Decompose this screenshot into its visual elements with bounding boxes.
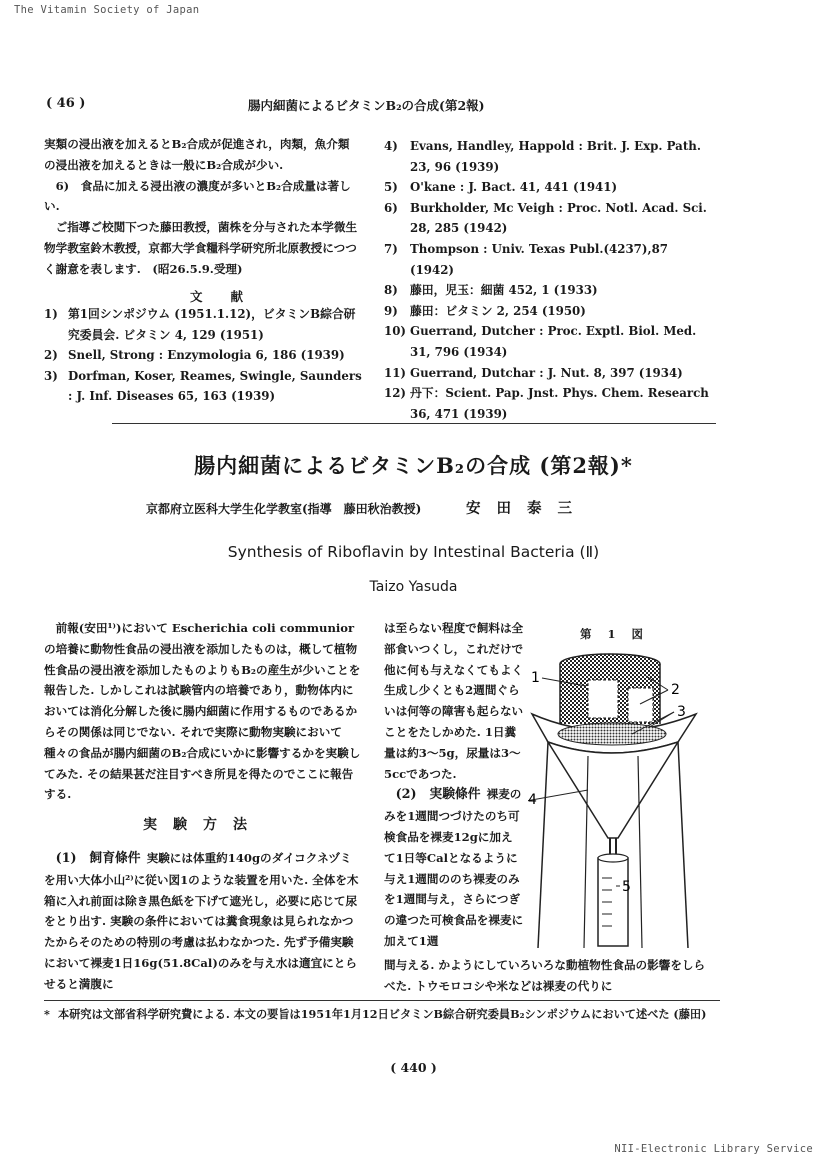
footnote-marker: * [44,1007,50,1021]
author-name-english: Taizo Yasuda [369,579,458,595]
apparatus-drawing [528,618,718,958]
reference-number: 9) [384,303,398,318]
page-number: ( 46 ) [46,96,86,111]
method-paragraph [44,848,362,995]
author-affiliation: 京都府立医科大学生化学教室(指導 藤田秋治教授) [146,502,422,516]
conclusion-paragraph: 6) 食品に加える浸出液の濃度が多いとB₂合成量は著しい. [44,178,351,214]
running-title: 腸内細菌によるビタミンB₂の合成(第2報) [248,98,485,113]
reference-number: 12) [384,386,406,401]
body-column-right [384,618,524,952]
reference-number: 10) [384,324,406,339]
reference-text: Snell, Strong : Enzymologia 6, 186 (1939) [68,348,345,363]
section-heading: 実験方法 [143,817,263,834]
figure-callout: 4 [528,792,537,808]
reference-item [384,321,714,362]
article-title-english: Synthesis of Riboflavin by Intestinal Bacteria (Ⅱ) [227,543,600,561]
continued-paragraph: は至らない程度で飼料は全部食いつくし，これだけで他に何も与えなくてもよく生成し少くとも2週間ぐらいは何等の障害も起らないことをたしかめた. 1日糞量は約3～5g，尿量は3～5ccであつた. [384,621,524,781]
reference-text: Burkholder, Mc Veigh : Proc. Notl. Acad. Sci. 28, 285 (1942) [410,200,707,236]
page-footer-number: ( 440 ) [390,1060,437,1075]
reference-number: 4) [384,139,398,153]
reference-number: 5) [384,180,398,195]
reference-number: 8) [384,283,398,298]
references-heading: 文献 [190,289,272,304]
reference-item [44,304,364,345]
subsection-heading: (2) 実験條件 [395,787,481,803]
reference-item [384,177,714,198]
method-paragraph [384,784,524,951]
reference-item [384,383,714,424]
acknowledgement-paragraph: ご指導ご校閲下つた藤田教授，菌株を分与された本学微生物学教室鈴木教授，京都大学食糧科学研究所北原教授につつく謝意を表します. (昭26.5.9.受理) [44,220,358,276]
reference-text: 第1回シンポジウム (1951.1.12)，ビタミンB綜合研究委員会. ビタミン 4, 129 (1951) [68,307,356,342]
site-footer: NII-Electronic Library Service [614,1143,813,1155]
reference-item [44,345,364,366]
article-divider [112,423,716,424]
reference-number: 7) [384,241,398,256]
reference-item [384,198,714,239]
footnote-text: 本研究は文部省科学研究費による. 本文の要旨は1951年1月12日ビタミンB綜合研究委員B₂シンポジウムにおいて述べた (藤田) [58,1007,707,1021]
reference-text: O'kane : J. Bact. 41, 441 (1941) [410,180,618,195]
reference-item [384,239,714,280]
figure-callout: 5 [622,879,631,895]
footnote-rule [44,1000,720,1001]
author-name-japanese: 安田泰三 [466,500,588,517]
reference-number: 3) [44,368,58,383]
conclusion-paragraph: 実類の浸出液を加えるとB₂合成が促進され，肉類，魚介類の浸出液を加えるときは一般にB₂合成が少い. [44,137,350,172]
reference-number: 11) [384,365,406,380]
collection-cylinder [598,854,628,946]
reference-text: Thompson : Univ. Texas Publ.(4237),87 (1942) [410,241,668,277]
reference-item [384,136,714,177]
wire-cage [560,654,660,724]
reference-list-right [384,136,714,424]
reference-item [384,280,714,301]
reference-list-left [44,304,364,407]
reference-text: Guerrand, Dutchar : J. Nut. 8, 397 (1934) [410,365,683,380]
figure-label: 第 1 図 [580,627,650,641]
site-header: The Vitamin Society of Japan [14,4,200,16]
body-column-left [44,618,362,995]
subsection-heading: (1) 飼育條件 [55,850,141,866]
previous-article-conclusion [44,134,360,280]
reference-item [384,363,714,384]
footnote [44,1005,720,1024]
reference-text: Dorfman, Koser, Reames, Swingle, Saunders : J. Inf. Diseases 65, 163 (1939) [68,368,362,404]
reference-number: 6) [384,200,398,215]
method-text: 裸麦のみを1週間つづけたのち可検食品を裸麦12gに加えて1日等Calとなるように与え1週間ののち裸麦のみを1週間与え，さらにつぎの違つた可検食品を裸麦に加えて1週 [384,787,524,948]
reference-text: 丹下：Scient. Pap. Jnst. Phys. Chem. Research 36, 471 (1939) [410,386,709,421]
figure-callout: 3 [677,704,686,720]
method-text: 実験には体重約140gのダイコクネヅミを用い大体小山²⁾に従い図1のような装置を用いた. 全体を木箱に入れ前面は除き黒色紙を下げて遮光し，必要に応じて尿をとり出す. 実験の条件においては糞食現象は見られなかつたからそのための特別の考慮は払わなかつた. 先ず予備実験において裸麦1日16g(51.8Cal)のみを与え水は適宜にとらせると満腹に [44,850,359,991]
reference-number: 2) [44,348,58,363]
body-bottom-line: 間与える. かようにしていろいろな動植物性食品の影響をしらべた. トウモロコシや米などは裸麦の代りに [384,958,706,993]
figure-callout: 2 [671,682,680,698]
intro-paragraph: 前報(安田¹⁾)において Escherichia coli communior の培養に動物性食品の浸出液を添加したものは，概して植物性食品の浸出液を添加したものよりもB₂の産生が少いことを報告した. しかしこれは試験管内の培養であり，動物体内においては消化分解した後に腸内細菌に作用するものであるからその関係は同じでない. それで実際に動物実験において種々の食品が腸内細菌のB₂合成にいかに影響するかを実験してみた. その結果甚だ注目すべき所見を得たのでここに報告する. [44,621,361,802]
reference-text: 藤田：ビタミン 2, 254 (1950) [410,303,586,318]
reference-text: Evans, Handley, Happold : Brit. J. Exp. Path. 23, 96 (1939) [410,139,701,174]
figure-1-apparatus [528,618,718,958]
reference-item [44,366,364,407]
figure-callout: 1 [531,670,540,686]
reference-text: 藤田，児玉：細菌 452, 1 (1933) [410,283,598,298]
article-title: 腸内細菌によるビタミンB₂の合成 (第2報)* [194,453,633,478]
reference-item [384,301,714,322]
reference-text: Guerrand, Dutcher : Proc. Exptl. Biol. Med. 31, 796 (1934) [410,324,697,359]
reference-number: 1) [44,307,58,321]
